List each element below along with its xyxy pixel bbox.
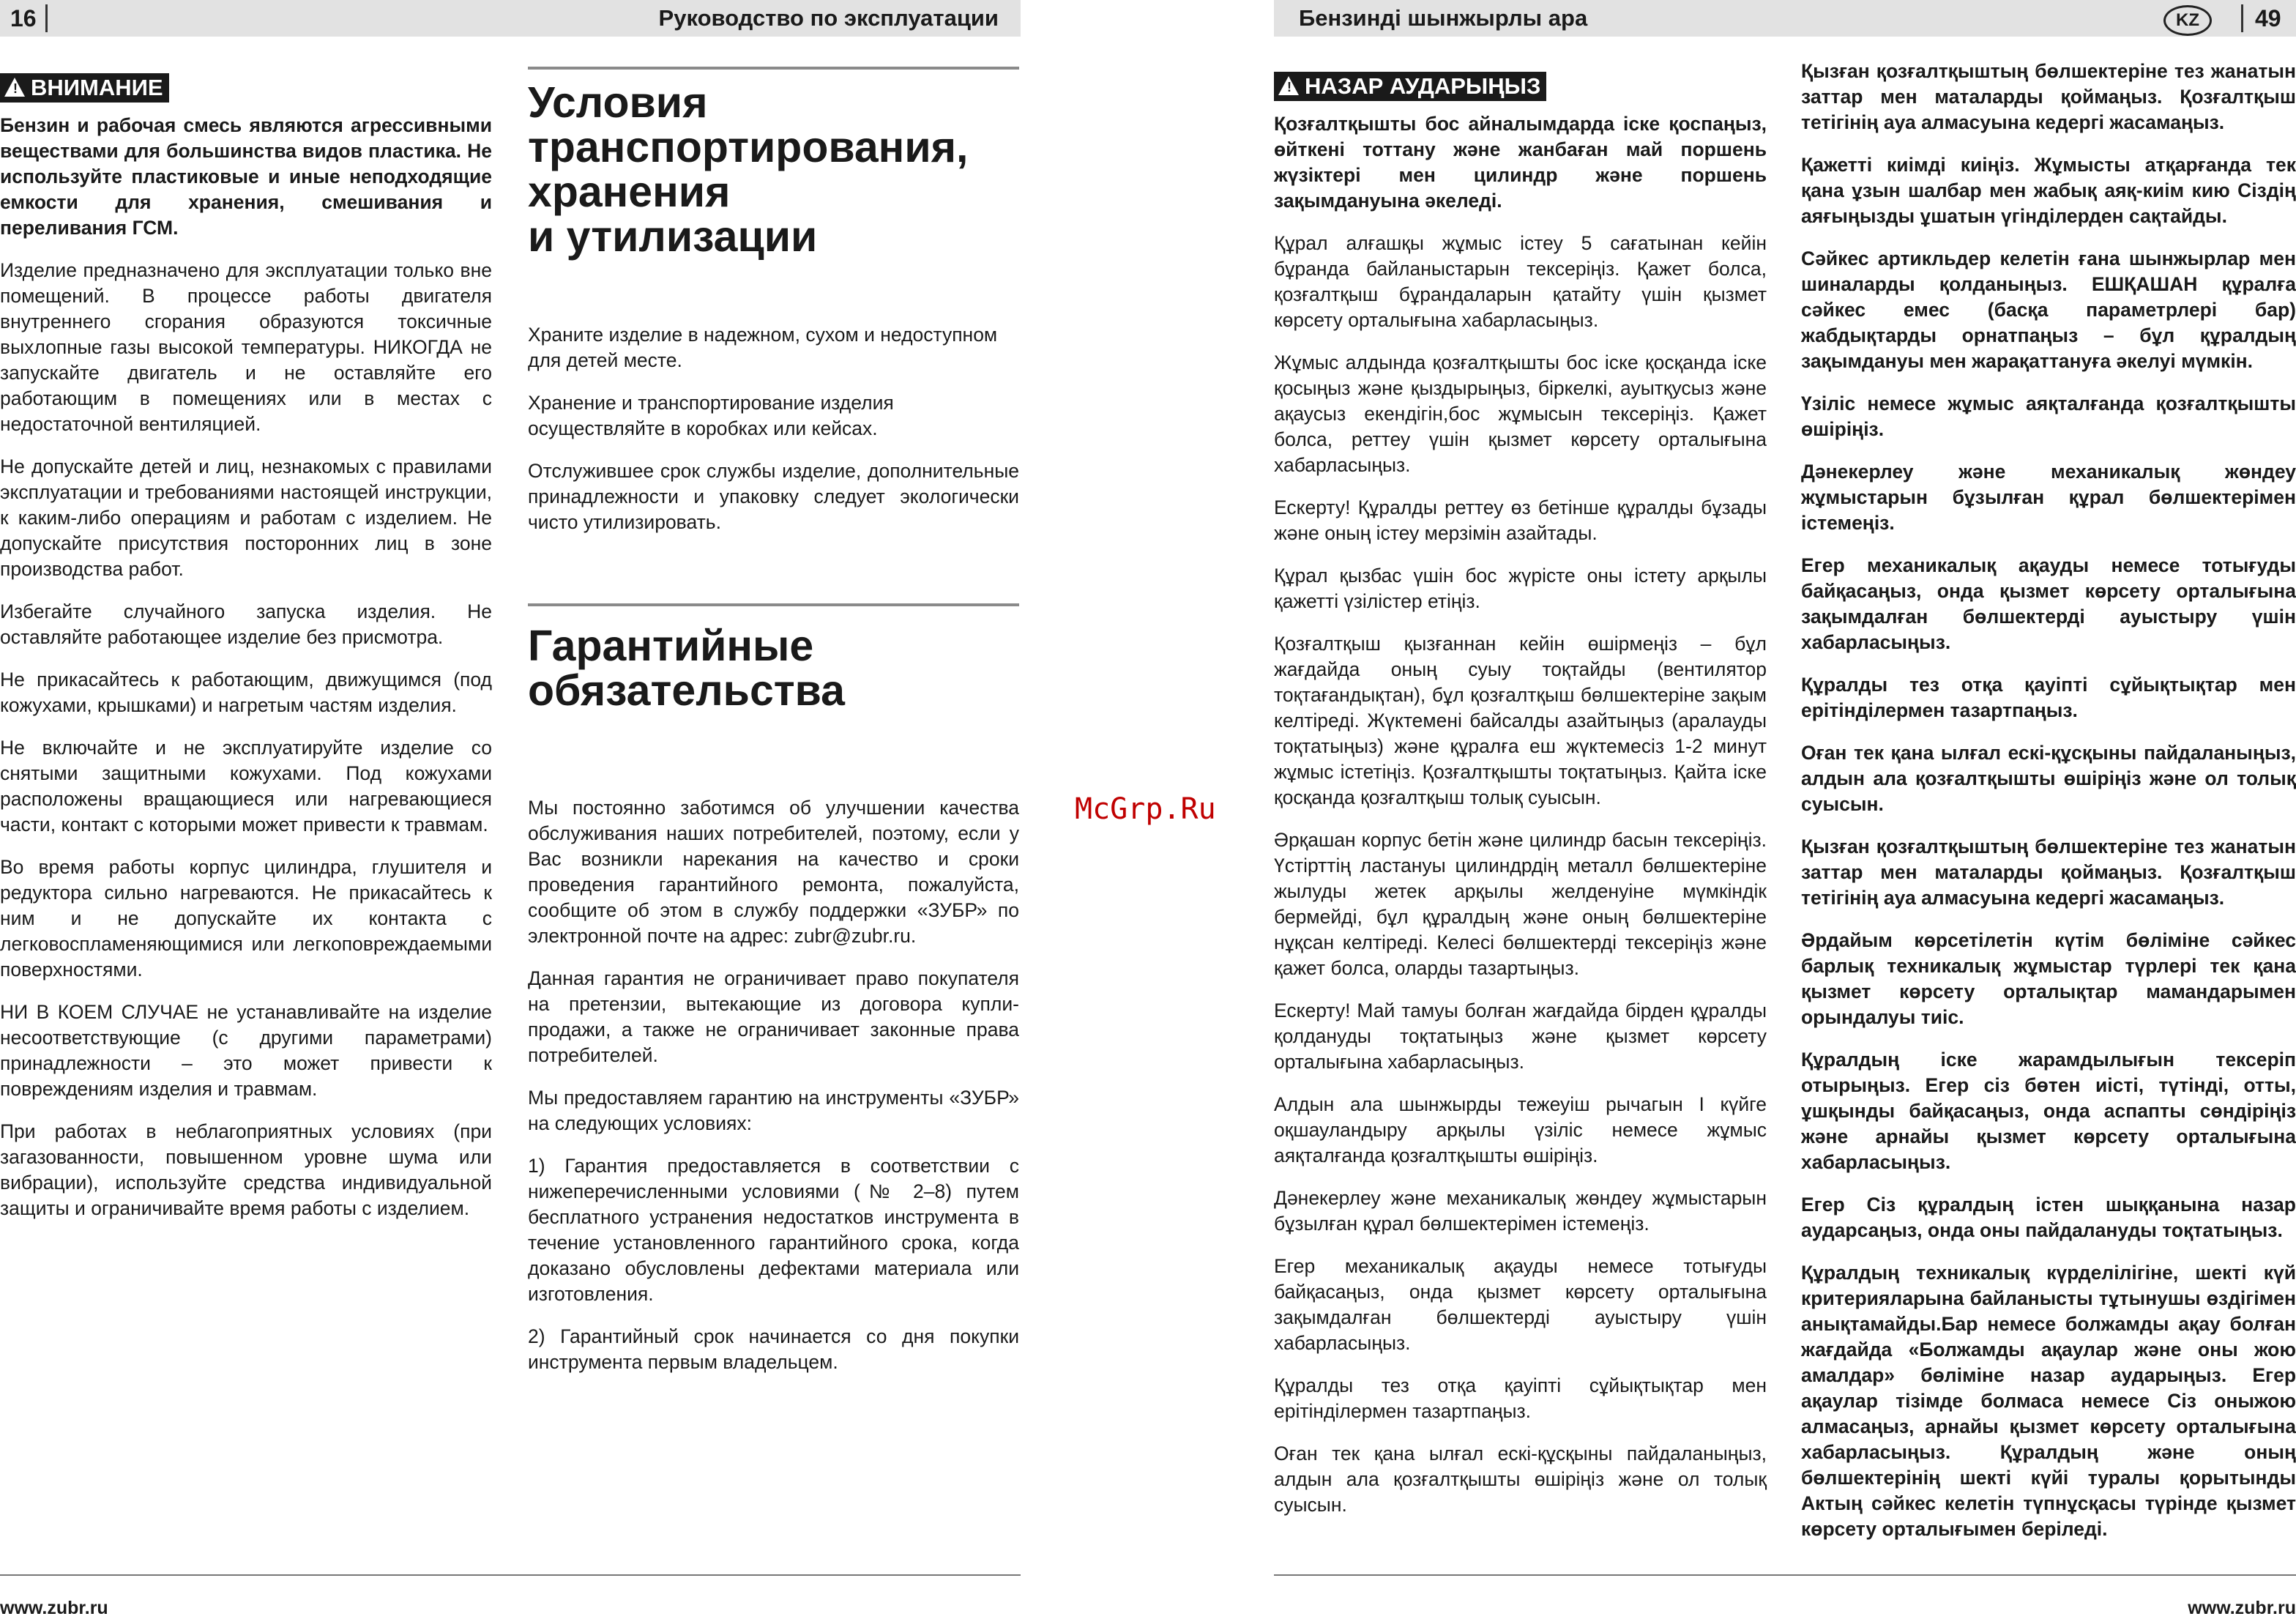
paragraph: Дәнекерлеу және механикалық жөндеу жұмыстарын бұзылған құрал бөлшектерімен істемеңіз. — [1801, 461, 2296, 534]
paragraph: Құрал алғашқы жұмыс істеу 5 сағатынан кейін бұранда байланыстарын тексеріңіз. Қажет болса, қозғалтқыш бұрандаларын қатайту үшін қызмет көрсету орталығына хабарласыңыз. — [1274, 232, 1767, 331]
paragraph: Не прикасайтесь к работающим, движущимся (под кожухами, крышками) и нагретым частям изделия. — [0, 669, 492, 716]
left-footer-url[interactable]: www.zubr.ru — [0, 1598, 108, 1618]
paragraph: При работах в неблагоприятных условиях (при загазованности, повышенном уровне шума или вибрации), используйте средства индивидуальной защиты и ограничивайте время работы с изделием. — [0, 1120, 492, 1219]
left-page-header — [0, 0, 1021, 37]
header-divider — [2241, 4, 2243, 32]
paragraph: Егер механикалық ақауды немесе тотығуды байқасаңыз, онда қызмет көрсету орталығына зақымдалған бөлшектерді ауыстыру үшін хабарласыңыз. — [1274, 1255, 1767, 1354]
paragraph: Құралды тез отқа қауіпті сұйықтықтар мен ерітінділермен тазартпаңыз. — [1274, 1374, 1767, 1422]
paragraph: Изделие предназначено для эксплуатации только вне помещений. В процессе работы двигателя внутреннего сгорания образуются токсичные выхлопные газы высокой температуры. НИКОГДА не запускайте двигатель и не оставляйте его работающим в помещениях или в местах с недостаточной вентиляцией. — [0, 259, 492, 435]
paragraph: Сәйкес артикльдер келетін ғана шынжырлар мен шиналарды қолданыңыз. ЕШҚАШАН құралға сәйкес емес (басқа параметрлері бар) жабдықтарды орнатпаңыз – бұл құралдың зақымдануы мен жарақаттануға әкелуі мүмкін. — [1801, 247, 2296, 372]
paragraph: Құралды тез отқа қауіпті сұйықтықтар мен ерітінділермен тазартпаңыз. — [1801, 674, 2296, 721]
paragraph: Құралдың іске жарамдылығын тексеріп отырыңыз. Егер сіз бөтен иісті, түтінді, отты, ұшқынды байқасаңыз, онда аспапты сөндіріңіз және арнайы қызмет көрсету орталығына хабарласыңыз. — [1801, 1049, 2296, 1173]
paragraph: Избегайте случайного запуска изделия. Не оставляйте работающее изделие без присмотра. — [0, 600, 492, 648]
section-rule — [528, 603, 1019, 606]
right-header-title: Бензинді шынжырлы ара — [1299, 5, 1588, 31]
paragraph: Әрқашан корпус бетін және цилиндр басын тексеріңіз. Үстірттің ластануы цилиндрдің металл бөлшектеріне жылуды жетек арқылы желденуіне мүмкіндік бермейді, бұл құралдың және оның бөлшектеріне нұқсан келтіреді. Келесі бөлшектерді тексеріңіз және қажет болса, оларды тазартыңыз. — [1274, 829, 1767, 979]
paragraph: Құралдың техникалық күрделілігіне, шекті күй критерияларына байланысты тұтынушы өздігімен анықтамайды.Бар немесе болжамды ақау болған жағдайда «Болжамды ақаулар және оны жою амалдар» бөліміне назар аударыңыз. Егер ақаулар тізімде болмаса немесе Сіз оныжою алмасаңыз, арнайы қызмет көрсету орталығына хабарласыңыз. Құралдың және оның бөлшектерінің шекті күйі туралы қорытынды Актың сәйкес келетін түпнұсқасы түрінде қызмет көрсету орталығымен беріледі. — [1801, 1262, 2296, 1540]
paragraph: Ескерту! Май тамуы болған жағдайда бірден құралды қолдануды тоқтатыңыз және қызмет көрсету орталығына хабарласыңыз. — [1274, 1000, 1767, 1073]
right-page-header — [1274, 0, 2296, 37]
right-column-2 — [1801, 59, 2296, 1559]
left-col1-paragraphs — [0, 113, 492, 1221]
footer-rule — [0, 1574, 1021, 1576]
paragraph: Не допускайте детей и лиц, незнакомых с правилами эксплуатации и требованиями настоящей инструкции, к каким-либо операциям и работам с изделием. Не допускайте присутствия посторонних лиц в зоне производства работ. — [0, 455, 492, 580]
watermark: McGrp.Ru — [1075, 792, 1216, 826]
warranty-text: Мы постоянно заботимся об улучшении качества обслуживания наших потребителей, поэтому, если у Вас возникли нарекания на качество и сроки проведения гарантийного ремонта, пожалуйста, сообщите об этом в службу поддержки «ЗУБР» по электронной почте на адрес: zubr@zubr.ru. Данная гарантия не ограничивает право покупателя на претензии, вытекающие из договора купли-продажи, а также не ограничивает законные права потребителей. Мы предоставляем гарантию на инструменты «ЗУБР» на следующих условиях: 1) Гарантия предоставляется в соответствии с нижеперечисленными условиями (№ 2–8) путем бесплатного устранения недостатков инструмента в течение установленного гарантийного срока, когда доказано обусловлены дефектами материала или изготовления. 2) Гарантийный срок начинается со дня покупки инструмента первым владельцем. — [528, 797, 1019, 1373]
paragraph: Қызған қозғалтқыштың бөлшектеріне тез жанатын заттар мен маталарды қоймаңыз. Қозғалтқыш тетігінің ауа алмасуына кедергі жасамаңыз. — [1801, 835, 2296, 909]
paragraph: Дәнекерлеу және механикалық жөндеу жұмыстарын бұзылған құрал бөлшектерімен істемеңіз. — [1274, 1187, 1767, 1235]
section-rule — [528, 67, 1019, 70]
footer-rule — [1274, 1574, 2296, 1576]
paragraph: Алдын ала шынжырды тежеуіш рычагын I күйге оқшауландыру арқылы үзіліс немесе жұмыс аяқталғанда қозғалтқышты өшіріңіз. — [1274, 1093, 1767, 1166]
paragraph: Не включайте и не эксплуатируйте изделие со снятыми защитными кожухами. Под кожухами расположены вращающиеся или нагревающиеся части, контакт с которыми может привести к травмам. — [0, 737, 492, 835]
warning-icon: ! — [4, 78, 25, 97]
right-column-1 — [1274, 72, 1767, 1535]
language-badge: KZ — [2163, 5, 2212, 36]
paragraph: Құрал қызбас үшін бос жүрісте оны істету арқылы қажетті үзілістер етіңіз. — [1274, 565, 1767, 612]
left-page-number: 16 — [10, 5, 37, 31]
right-col2-paragraphs — [1801, 59, 2296, 1542]
paragraph: Қозғалтқышты бос айналымдарда іске қоспаңыз, өйткені тоттану және жанбаған май поршень жүзіктері мен цилиндр және поршень зақымдануына әкеледі. — [1274, 113, 1767, 212]
paragraph: Әрдайым көрсетілетін күтім бөліміне сәйкес барлық техникалық жұмыстар түрлері тек қана қызмет көрсету орталықтар мамандарымен орындалуы тиіс. — [1801, 929, 2296, 1028]
paragraph: Ескерту! Құралды реттеу өз бетінше құралды бұзады және оның істеу мерзімін азайтады. — [1274, 496, 1767, 544]
paragraph: Егер Сіз құралдың істен шыққанына назар аударсаңыз, онда оны пайдалануды тоқтатыңыз. — [1801, 1194, 2296, 1241]
paragraph: Оған тек қана ылғал ескі-құсқыны пайдаланыңыз, алдын ала қозғалтқышты өшіріңіз және ол толық суысын. — [1274, 1443, 1767, 1516]
header-divider — [45, 4, 48, 32]
left-header-title: Руководство по эксплуатации — [658, 5, 999, 31]
right-page-number: 49 — [2255, 5, 2281, 31]
paragraph: Бензин и рабочая смесь являются агрессивными веществами для большинства видов пластика. Не используйте пластиковые и иные неподходящие емкости для хранения, смешивания и переливания ГСМ. — [0, 114, 492, 239]
warning-badge: ! НАЗАР АУДАРЫҢЫЗ — [1274, 72, 1546, 101]
storage-text: Храните изделие в надежном, сухом и недоступном для детей месте. Хранение и транспортирование изделия осуществляйте в коробках или кейсах. Отслужившее срок службы изделие, дополнительные принадлежности и упаковку следует экологически чисто утилизировать. — [528, 324, 1019, 533]
paragraph: Егер механикалық ақауды немесе тотығуды байқасаңыз, онда қызмет көрсету орталығына зақымдалған бөлшектерді ауыстыру үшін хабарласыңыз. — [1801, 554, 2296, 653]
paragraph: НИ В КОЕМ СЛУЧАЕ не устанавливайте на изделие несоответствующие (с другими параметрами) принадлежности – это может привести к повреждениям изделия и травмам. — [0, 1001, 492, 1100]
warning-badge: ! ВНИМАНИЕ — [0, 73, 169, 103]
paragraph: Қажетті киімді киіңіз. Жұмысты атқарғанда тек қана ұзын шалбар мен жабық аяқ-киім кию Сіздің аяғыңызды ұшатын үгінділерден сақтайды. — [1801, 154, 2296, 227]
paragraph: Во время работы корпус цилиндра, глушителя и редуктора сильно нагреваются. Не прикасайтесь к ним и не допускайте их контакта с легковоспламеняющимися или легкоповреждаемыми поверхностями. — [0, 856, 492, 980]
paragraph: Қызған қозғалтқыштың бөлшектеріне тез жанатын заттар мен маталарды қоймаңыз. Қозғалтқыш тетігінің ауа алмасуына кедергі жасамаңыз. — [1801, 60, 2296, 133]
warning-icon: ! — [1278, 76, 1299, 95]
right-footer-url[interactable]: www.zubr.ru — [2188, 1598, 2296, 1618]
heading-warranty: Гарантийные обязательства — [528, 622, 845, 715]
paragraph: Қозғалтқыш қызғаннан кейін өшірмеңіз – бұл жағдайда оның суыу тоқтайды (вентилятор тоқтағандықтан), бұл қозғалтқыш бөлшектеріне зақым келтіреді. Жүктемені байсалды азайтыңыз (аралауды тоқтатыңыз) және құралға еш жүктемесіз 1-2 минут жұмыс істетіңіз. Қозғалтқышты тоқтатыңыз. Қайта іске қосқанда қозғалтқыш толық суысын. — [1274, 633, 1767, 808]
right-col1-paragraphs — [1274, 111, 1767, 1518]
left-column-1 — [0, 73, 492, 1238]
paragraph: Жұмыс алдында қозғалтқышты бос іске қосқанда іске қосыңыз және қыздырыңыз, біркелкі, ауытқусыз және ақаусыз екендігін,бос жұмысын тексеріңіз. Қажет болса, реттеу үшін қызмет көрсету орталығына хабарласыңыз. — [1274, 351, 1767, 476]
heading-transport: Условия транспортирования, хранения и утилизации — [528, 78, 969, 261]
paragraph: Оған тек қана ылғал ескі-құсқыны пайдаланыңыз, алдын ала қозғалтқышты өшіріңіз және ол толық суысын. — [1801, 742, 2296, 815]
paragraph: Үзіліс немесе жұмыс аяқталғанда қозғалтқышты өшіріңіз. — [1801, 392, 2296, 440]
